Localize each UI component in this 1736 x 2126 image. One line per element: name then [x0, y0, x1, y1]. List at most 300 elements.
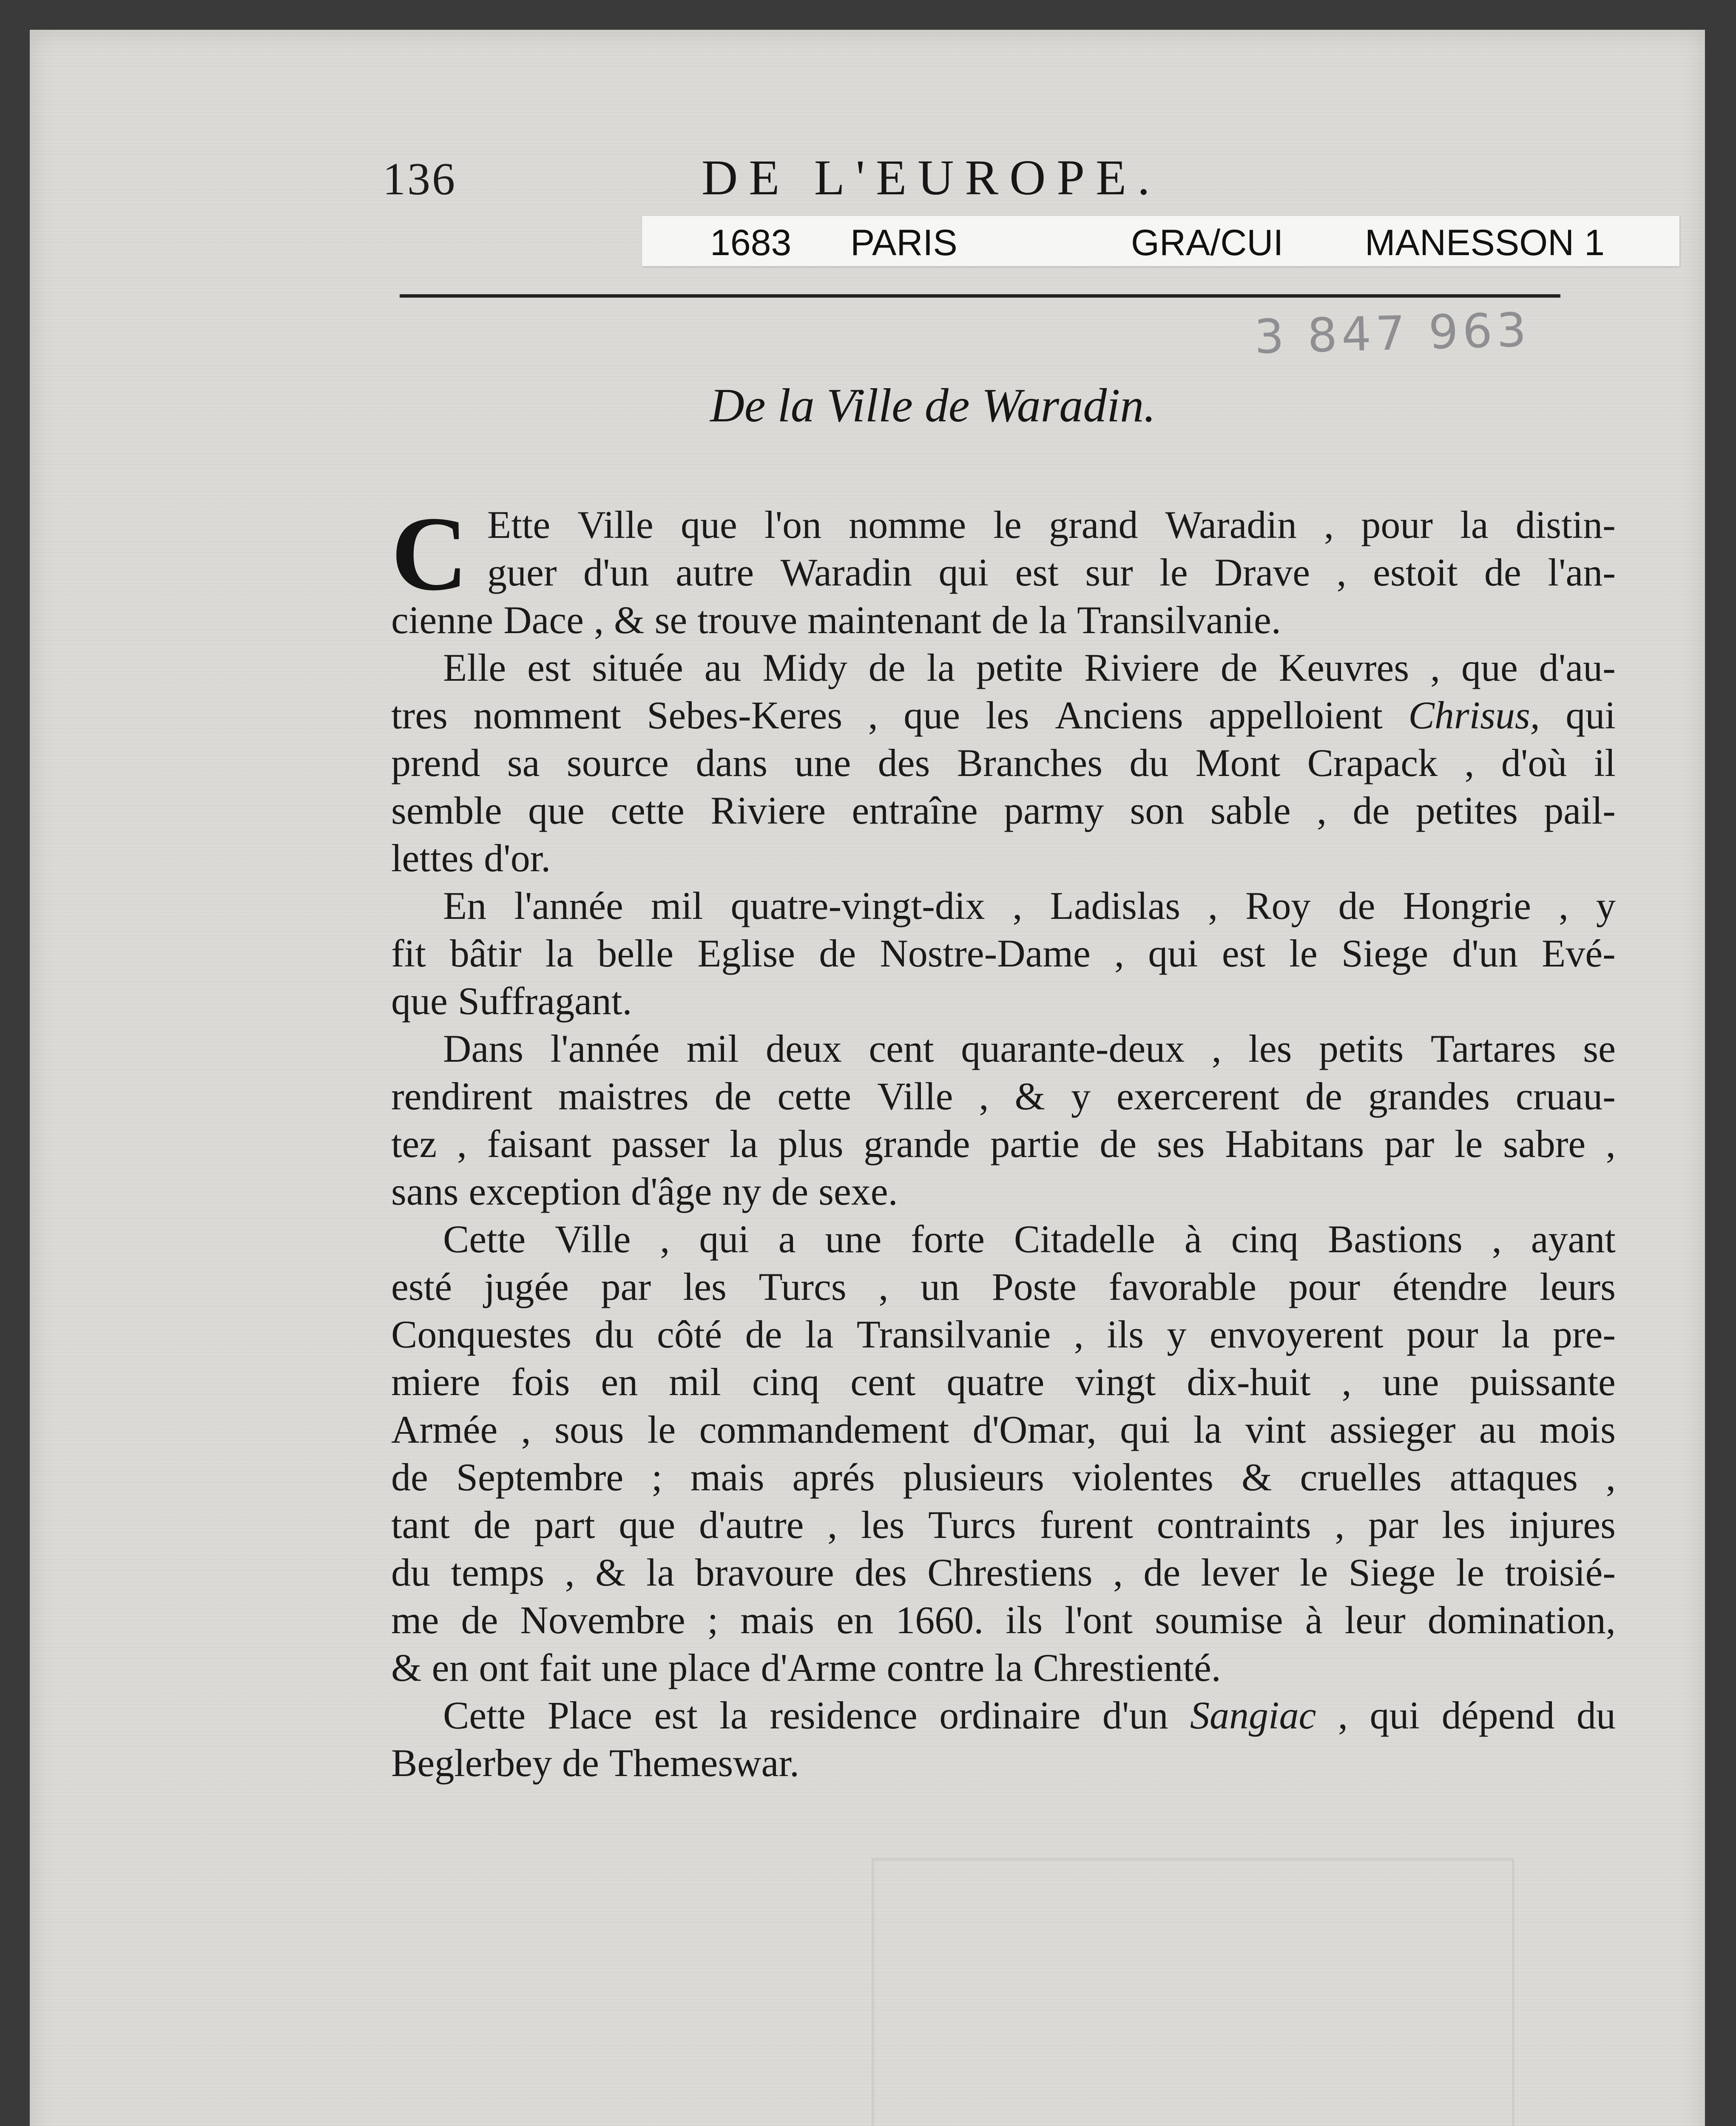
word: semble — [391, 789, 502, 832]
text-line — [391, 501, 1616, 549]
word: dix-huit — [1187, 1360, 1311, 1404]
word: , — [1605, 1122, 1616, 1165]
word: Turcs — [759, 1265, 847, 1308]
word: deux — [765, 1027, 842, 1070]
word: , — [878, 1265, 889, 1308]
word: Bastions — [1327, 1217, 1463, 1261]
word: & — [1241, 1455, 1272, 1499]
text-line — [391, 1358, 1616, 1406]
word: & — [391, 1646, 422, 1689]
word: Anciens — [1055, 694, 1183, 737]
word: de — [1484, 551, 1521, 594]
word: , — [521, 1408, 531, 1451]
word: Branches — [957, 741, 1103, 784]
word: injures — [1509, 1503, 1616, 1546]
word: Suffragant. — [457, 979, 632, 1023]
word: , — [565, 1551, 575, 1594]
word: furent — [1040, 1503, 1133, 1546]
word: cent — [869, 1027, 934, 1070]
word: , — [1605, 1455, 1616, 1499]
word: , — [660, 1217, 670, 1261]
word: la — [719, 1694, 748, 1737]
word: grand — [1048, 503, 1138, 546]
word: nomment — [473, 694, 621, 737]
word: pour — [1288, 1265, 1361, 1308]
word: Ette — [487, 503, 551, 546]
word: ont — [479, 1646, 529, 1689]
word: qui — [699, 1217, 749, 1261]
word: pour — [1406, 1313, 1478, 1356]
word: Mont — [1195, 741, 1281, 784]
word: Nostre-Dame — [880, 932, 1091, 975]
word: exercerent — [1117, 1074, 1280, 1118]
word: les — [986, 694, 1029, 737]
word: parmy — [1004, 789, 1104, 832]
word: tres — [391, 694, 448, 737]
word: la — [994, 1646, 1023, 1689]
text-line — [391, 1168, 1616, 1215]
word: que — [391, 979, 448, 1023]
word: la — [1501, 1313, 1530, 1356]
catalog-code: GRA/CUI — [1131, 222, 1284, 263]
word: Ville — [577, 503, 653, 546]
text-line — [391, 1215, 1616, 1263]
word: Sebes-Keres — [647, 694, 843, 737]
word: de — [562, 1741, 599, 1785]
word: Beglerbey — [391, 1741, 552, 1785]
word: ils — [1107, 1313, 1144, 1356]
word: Dace — [503, 598, 584, 642]
word: cinq — [752, 1360, 820, 1404]
word: le — [1299, 1551, 1328, 1594]
word: une — [601, 1646, 658, 1689]
word: la — [1460, 503, 1489, 546]
word: d'Arme — [761, 1646, 877, 1689]
word: Transilvanie. — [1077, 598, 1281, 642]
word: la — [926, 646, 955, 689]
word: bravoure — [695, 1551, 834, 1594]
word: trouve — [697, 598, 798, 642]
text-line — [391, 596, 1616, 644]
word: le — [1289, 932, 1318, 975]
word: l'année — [514, 884, 623, 927]
word: guer — [487, 551, 557, 594]
word: ny — [722, 1170, 761, 1213]
text-line — [391, 1310, 1616, 1358]
word: y — [1596, 884, 1616, 927]
word: attaques — [1449, 1455, 1578, 1499]
word: Siege — [1341, 932, 1429, 975]
word: Chrestiens — [927, 1551, 1093, 1594]
word: la — [805, 1313, 834, 1356]
word: mil — [651, 884, 703, 927]
word: la — [646, 1551, 675, 1594]
word: sous — [554, 1408, 624, 1451]
word: miere — [391, 1360, 480, 1404]
word: de — [1305, 1074, 1342, 1118]
word: des — [855, 1551, 907, 1594]
word: source — [566, 741, 669, 784]
word: la — [1193, 1408, 1222, 1451]
word: qui — [1369, 1694, 1420, 1737]
word: les — [683, 1265, 727, 1308]
section-title: De la Ville de Waradin. — [710, 379, 1156, 432]
page-sheet — [30, 30, 1705, 2126]
text-line — [391, 1501, 1616, 1549]
text-line — [391, 644, 1616, 691]
text-line — [391, 834, 1616, 882]
word: Place — [547, 1694, 632, 1737]
word: de — [1338, 884, 1375, 927]
word: fois — [511, 1360, 570, 1404]
word: se — [1583, 1027, 1616, 1070]
word: la — [545, 932, 574, 975]
word: Elle — [443, 646, 506, 689]
word: passer — [611, 1122, 710, 1165]
word: lever — [1201, 1551, 1279, 1594]
word: cruelles — [1300, 1455, 1422, 1499]
word: de — [771, 1170, 809, 1213]
word: Transilvanie — [856, 1313, 1051, 1356]
word: les — [861, 1503, 905, 1546]
show-through-frame — [872, 1858, 1514, 2126]
word: que — [619, 1503, 676, 1546]
word: qui — [1120, 1408, 1170, 1451]
word: Habitans — [1225, 1122, 1364, 1165]
word: envoyerent — [1209, 1313, 1384, 1356]
word: d'Omar, — [972, 1408, 1097, 1451]
word: d'où — [1501, 741, 1567, 784]
word: mil — [686, 1027, 739, 1070]
word: , — [1113, 1551, 1123, 1594]
word: En — [443, 884, 487, 927]
word: sexe. — [818, 1170, 898, 1213]
word: , — [1430, 646, 1441, 689]
text-line — [391, 1453, 1616, 1501]
word: part — [534, 1503, 595, 1546]
word: ordinaire — [939, 1694, 1081, 1737]
word: dépend — [1441, 1694, 1555, 1737]
word: vingt — [1075, 1360, 1156, 1404]
word: entraîne — [852, 789, 978, 832]
word: mais — [740, 1598, 815, 1642]
text-line — [391, 1406, 1616, 1453]
word: que — [528, 789, 585, 832]
word: violentes — [1072, 1455, 1213, 1499]
word: Riviere — [1084, 646, 1199, 689]
text-line — [391, 929, 1616, 977]
word: Keuvres — [1279, 646, 1409, 689]
word: Conquestes — [391, 1313, 572, 1356]
word: mais — [690, 1455, 764, 1499]
word: , — [1492, 1217, 1502, 1261]
word: ses — [1156, 1122, 1205, 1165]
word: d'un — [1102, 1694, 1168, 1737]
word: Ville — [555, 1217, 631, 1261]
word: , — [1335, 1503, 1345, 1546]
word: , — [1324, 503, 1334, 546]
word: que — [680, 503, 737, 546]
word: place — [668, 1646, 751, 1689]
word: de — [1143, 1551, 1181, 1594]
word: Hongrie — [1403, 884, 1531, 927]
word: domination, — [1427, 1598, 1616, 1642]
word: , — [868, 694, 878, 737]
word: partie — [990, 1122, 1080, 1165]
word: est — [654, 1694, 698, 1737]
body-text — [391, 495, 1616, 1787]
word: qui — [1148, 932, 1198, 975]
word: Poste — [992, 1265, 1077, 1308]
inventory-number: 3 847 963 — [1253, 302, 1531, 364]
text-line — [391, 1263, 1616, 1310]
text-line — [391, 1120, 1616, 1168]
catalog-author: MANESSON 1 — [1365, 222, 1605, 263]
word: puissante — [1470, 1360, 1616, 1404]
text-line — [391, 549, 1616, 596]
word: se — [654, 598, 688, 642]
word: de — [1352, 789, 1390, 832]
word: petite — [976, 646, 1063, 689]
text-line — [391, 882, 1616, 929]
word: 1660. — [895, 1598, 984, 1642]
word: au — [1479, 1408, 1516, 1451]
word: Dans — [443, 1027, 524, 1070]
word: d'un — [1452, 932, 1518, 975]
text-line — [391, 787, 1616, 834]
word: Chrestienté. — [1033, 1646, 1221, 1689]
word: de — [1100, 1122, 1137, 1165]
word: maistres — [558, 1074, 689, 1118]
word: petites — [1415, 789, 1518, 832]
word: Ville — [877, 1074, 953, 1118]
word: cinq — [1231, 1217, 1299, 1261]
word: , — [1208, 884, 1218, 927]
word: d'or. — [484, 836, 551, 880]
word: bâtir — [449, 932, 522, 975]
word: à — [1184, 1217, 1202, 1261]
word: jugée — [484, 1265, 569, 1308]
word: sabre — [1503, 1122, 1586, 1165]
word: tez — [391, 1122, 437, 1165]
word: ; — [651, 1455, 662, 1499]
word: sur — [1085, 551, 1133, 594]
word: , — [1114, 932, 1125, 975]
word: Riviere — [710, 789, 826, 832]
word: y — [1071, 1074, 1091, 1118]
word: de — [819, 932, 856, 975]
word: Turcs — [928, 1503, 1016, 1546]
word: Cette — [443, 1694, 526, 1737]
word: cette — [611, 789, 685, 832]
word: l'an- — [1548, 551, 1616, 594]
word: de — [714, 1074, 752, 1118]
word: Siege — [1348, 1551, 1436, 1594]
word: leurs — [1540, 1265, 1616, 1308]
word: est — [527, 646, 571, 689]
drop-cap: C — [391, 495, 468, 613]
word: , — [1317, 789, 1327, 832]
word: le — [1454, 1122, 1483, 1165]
word: favorable — [1108, 1265, 1256, 1308]
word: mois — [1539, 1408, 1616, 1451]
word: Ladislas — [1050, 884, 1181, 927]
word: sable — [1210, 789, 1291, 832]
word: de — [992, 598, 1029, 642]
text-line — [391, 1644, 1616, 1691]
word: estoit — [1373, 551, 1458, 594]
word: Cette — [443, 1217, 526, 1261]
word: que — [904, 694, 960, 737]
word: faisant — [487, 1122, 591, 1165]
word: petits — [1318, 1027, 1404, 1070]
word: est — [1222, 932, 1266, 975]
text-line — [391, 1691, 1616, 1739]
word: du — [391, 1551, 430, 1594]
text-line — [391, 691, 1616, 739]
word: appelloient — [1209, 694, 1383, 737]
word: par — [1384, 1122, 1435, 1165]
word: belle — [597, 932, 674, 975]
header-rule — [400, 294, 1560, 298]
word: , — [1338, 1694, 1348, 1737]
word: ; — [707, 1598, 719, 1642]
word: de — [745, 1313, 782, 1356]
word: Evé- — [1542, 932, 1616, 975]
word: son — [1130, 789, 1185, 832]
word: de — [391, 1455, 428, 1499]
catalog-year: 1683 — [710, 222, 792, 263]
word: du — [1576, 1694, 1616, 1737]
word: de — [1220, 646, 1258, 689]
word: l'année — [550, 1027, 660, 1070]
word: vint — [1245, 1408, 1306, 1451]
word: a — [778, 1217, 796, 1261]
word: cette — [777, 1074, 852, 1118]
word: cent — [850, 1360, 916, 1404]
word: le — [647, 1408, 676, 1451]
word: Eglise — [697, 932, 796, 975]
text-line — [391, 1596, 1616, 1644]
word: une — [1382, 1360, 1439, 1404]
word: Tartares — [1430, 1027, 1556, 1070]
word: residence — [770, 1694, 918, 1737]
word: Sangiac — [1190, 1694, 1316, 1737]
word: y — [1167, 1313, 1187, 1356]
word: contraints — [1156, 1503, 1311, 1546]
word: , — [1464, 741, 1475, 784]
word: & — [1014, 1074, 1046, 1118]
word: , — [594, 598, 604, 642]
word: quarante-deux — [961, 1027, 1185, 1070]
word: aprés — [792, 1455, 875, 1499]
word: par — [1368, 1503, 1418, 1546]
word: d'âge — [631, 1170, 712, 1213]
word: les — [1442, 1503, 1486, 1546]
word: au — [704, 646, 742, 689]
text-line — [391, 1739, 1616, 1787]
text-line — [391, 977, 1616, 1025]
word: le — [1159, 551, 1188, 594]
word: Themeswar. — [609, 1741, 799, 1785]
word: les — [1248, 1027, 1292, 1070]
word: tant — [391, 1503, 450, 1546]
word: Waradin — [1165, 503, 1297, 546]
catalog-place: PARIS — [850, 222, 957, 263]
word: mil — [669, 1360, 721, 1404]
word: qui — [1566, 694, 1616, 737]
word: d'au- — [1539, 646, 1616, 689]
word: Chrisus, — [1408, 694, 1540, 737]
word: quatre — [946, 1360, 1045, 1404]
catalog-label — [642, 216, 1679, 266]
word: & — [595, 1551, 626, 1594]
word: , — [1074, 1313, 1084, 1356]
word: une — [794, 741, 851, 784]
word: du — [1129, 741, 1169, 784]
word: que — [1461, 646, 1518, 689]
word: le — [1456, 1551, 1484, 1594]
word: un — [920, 1265, 960, 1308]
word: d'un — [583, 551, 649, 594]
word: , — [1341, 1360, 1352, 1404]
word: plusieurs — [903, 1455, 1044, 1499]
word: qui — [938, 551, 989, 594]
word: autre — [676, 551, 754, 594]
word: temps — [451, 1551, 545, 1594]
word: pre- — [1552, 1313, 1616, 1356]
word: nomme — [849, 503, 966, 546]
word: quatre-vingt-dix — [730, 884, 985, 927]
word: lettes — [391, 836, 474, 880]
word: étendre — [1392, 1265, 1508, 1308]
word: , — [1336, 551, 1347, 594]
word: fit — [391, 932, 426, 975]
word: ils — [1006, 1598, 1043, 1642]
word: , — [457, 1122, 467, 1165]
text-line — [391, 1025, 1616, 1072]
word: maintenant — [807, 598, 981, 642]
text-line — [391, 1072, 1616, 1120]
word: esté — [391, 1265, 452, 1308]
word: pail- — [1544, 789, 1616, 832]
word: me — [391, 1598, 439, 1642]
word: dans — [696, 741, 768, 784]
word: du — [594, 1313, 634, 1356]
word: grandes — [1368, 1074, 1490, 1118]
word: Roy — [1245, 884, 1311, 927]
word: ayant — [1531, 1217, 1616, 1261]
word: une — [825, 1217, 882, 1261]
word: à — [1305, 1598, 1323, 1642]
text-line — [391, 1549, 1616, 1596]
word: , — [1558, 884, 1568, 927]
word: soumise — [1155, 1598, 1283, 1642]
word: de — [473, 1503, 511, 1546]
word: en — [601, 1360, 638, 1404]
word: , — [1012, 884, 1023, 927]
word: Armée — [391, 1408, 498, 1451]
word: contre — [886, 1646, 985, 1689]
text-line — [391, 739, 1616, 787]
word: , — [979, 1074, 989, 1118]
word: Crapack — [1307, 741, 1438, 784]
word: en — [836, 1598, 874, 1642]
page-number: 136 — [383, 154, 457, 205]
word: Septembre — [456, 1455, 624, 1499]
word: de — [461, 1598, 498, 1642]
word: , — [827, 1503, 838, 1546]
